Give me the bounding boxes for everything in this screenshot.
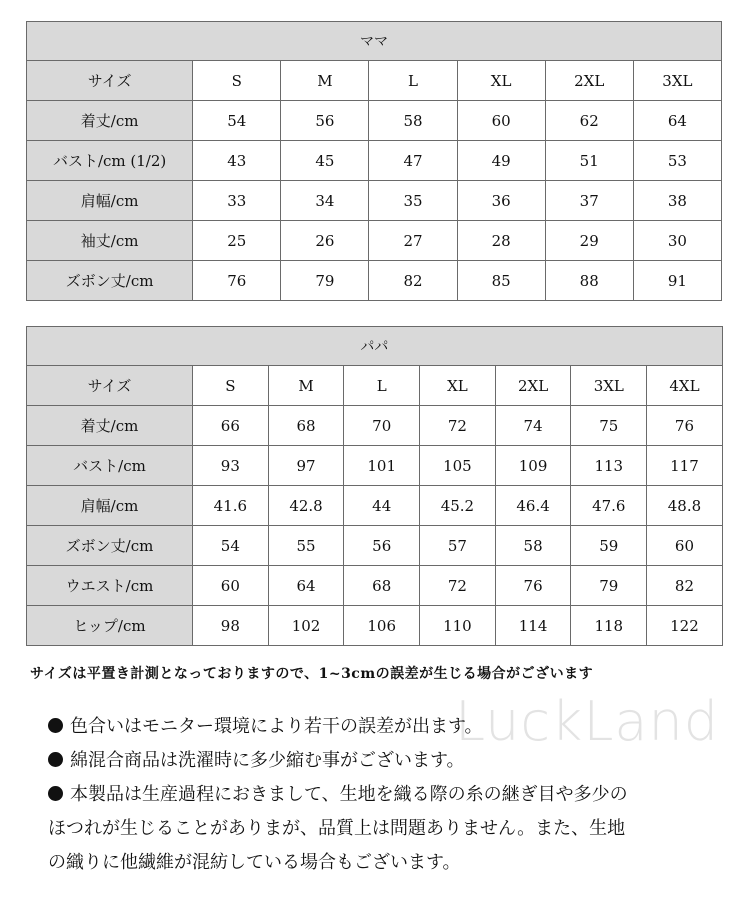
mama-header-size: サイズ: [27, 61, 193, 101]
notice-text: 綿混合商品は洗濯時に多少縮む事がございます。: [70, 750, 465, 771]
table-cell: 72: [420, 566, 496, 606]
table-cell: 30: [633, 221, 721, 261]
table-cell: 93: [193, 446, 269, 486]
table-cell: 118: [571, 606, 647, 646]
row-label: ウエスト/cm: [27, 566, 193, 606]
table-cell: 45: [281, 141, 369, 181]
papa-header-size: サイズ: [27, 366, 193, 406]
table-cell: 37: [545, 181, 633, 221]
table-row: [27, 526, 723, 566]
table-cell: 42.8: [268, 486, 344, 526]
table-cell: 57: [420, 526, 496, 566]
table-cell: 114: [495, 606, 571, 646]
mama-header-cell: 3XL: [633, 61, 721, 101]
table-cell: 101: [344, 446, 420, 486]
table-cell: 29: [545, 221, 633, 261]
table-cell: 79: [571, 566, 647, 606]
table-cell: 49: [457, 141, 545, 181]
table-cell: 56: [344, 526, 420, 566]
table-cell: 46.4: [495, 486, 571, 526]
table-cell: 53: [633, 141, 721, 181]
table-cell: 59: [571, 526, 647, 566]
table-cell: 45.2: [420, 486, 496, 526]
table-cell: 58: [369, 101, 457, 141]
table-cell: 60: [193, 566, 269, 606]
papa-header-cell: 2XL: [495, 366, 571, 406]
table-cell: 28: [457, 221, 545, 261]
row-label: ズボン丈/cm: [27, 261, 193, 301]
table-row: [27, 566, 723, 606]
table-cell: 76: [647, 406, 723, 446]
table-cell: 109: [495, 446, 571, 486]
mama-header-row: [27, 61, 722, 101]
table-row: [27, 486, 723, 526]
table-row: [27, 406, 723, 446]
row-label: 着丈/cm: [27, 101, 193, 141]
table-cell: 105: [420, 446, 496, 486]
table-cell: 27: [369, 221, 457, 261]
table-row: [27, 446, 723, 486]
table-cell: 54: [193, 101, 281, 141]
papa-header-cell: L: [344, 366, 420, 406]
table-cell: 56: [281, 101, 369, 141]
table-cell: 54: [193, 526, 269, 566]
table-cell: 91: [633, 261, 721, 301]
table-cell: 58: [495, 526, 571, 566]
row-label: バスト/cm: [27, 446, 193, 486]
papa-size-table: [26, 326, 723, 646]
papa-header-cell: M: [268, 366, 344, 406]
table-cell: 66: [193, 406, 269, 446]
table-cell: 60: [647, 526, 723, 566]
bullet-icon: [48, 752, 63, 767]
table-cell: 122: [647, 606, 723, 646]
table-cell: 74: [495, 406, 571, 446]
notice-continuation: ほつれが生じることがありまが、品質上は問題ありません。また、生地: [48, 818, 626, 839]
row-label: 肩幅/cm: [27, 181, 193, 221]
table-cell: 82: [369, 261, 457, 301]
table-cell: 34: [281, 181, 369, 221]
mama-header-cell: XL: [457, 61, 545, 101]
table-cell: 51: [545, 141, 633, 181]
row-label: 袖丈/cm: [27, 221, 193, 261]
table-row: [27, 261, 722, 301]
table-cell: 85: [457, 261, 545, 301]
table-cell: 79: [281, 261, 369, 301]
table-row: [27, 221, 722, 261]
table-cell: 47.6: [571, 486, 647, 526]
papa-header-row: [27, 366, 723, 406]
papa-header-cell: S: [193, 366, 269, 406]
table-cell: 64: [633, 101, 721, 141]
table-cell: 117: [647, 446, 723, 486]
mama-header-cell: M: [281, 61, 369, 101]
notice-item: [48, 710, 628, 744]
table-cell: 68: [344, 566, 420, 606]
mama-header-cell: S: [193, 61, 281, 101]
table-cell: 60: [457, 101, 545, 141]
table-row: [27, 141, 722, 181]
table-cell: 113: [571, 446, 647, 486]
table-cell: 36: [457, 181, 545, 221]
bullet-icon: [48, 718, 63, 733]
table-cell: 76: [495, 566, 571, 606]
table-cell: 48.8: [647, 486, 723, 526]
papa-header-cell: 4XL: [647, 366, 723, 406]
mama-size-table: [26, 21, 722, 301]
table-cell: 55: [268, 526, 344, 566]
table-cell: 72: [420, 406, 496, 446]
row-label: 肩幅/cm: [27, 486, 193, 526]
mama-header-cell: 2XL: [545, 61, 633, 101]
table-cell: 33: [193, 181, 281, 221]
table-cell: 75: [571, 406, 647, 446]
notice-continuation: の織りに他繊維が混紡している場合もございます。: [48, 852, 461, 873]
table-cell: 97: [268, 446, 344, 486]
bullet-icon: [48, 786, 63, 801]
table-cell: 43: [193, 141, 281, 181]
row-label: 着丈/cm: [27, 406, 193, 446]
notice-item: [48, 744, 628, 778]
table-cell: 106: [344, 606, 420, 646]
table-cell: 25: [193, 221, 281, 261]
row-label: バスト/cm (1/2): [27, 141, 193, 181]
table-cell: 47: [369, 141, 457, 181]
table-cell: 70: [344, 406, 420, 446]
measurement-note: サイズは平置き計測となっておりますので、1~3cmの誤差が生じる場合がございます: [30, 666, 594, 682]
table-cell: 35: [369, 181, 457, 221]
table-cell: 44: [344, 486, 420, 526]
table-row: [27, 606, 723, 646]
table-row: [27, 181, 722, 221]
notice-text: 色合いはモニター環境により若干の誤差が出ます。: [70, 716, 483, 737]
mama-table-title: ママ: [27, 22, 722, 61]
table-cell: 41.6: [193, 486, 269, 526]
mama-header-cell: L: [369, 61, 457, 101]
table-row: [27, 101, 722, 141]
table-cell: 68: [268, 406, 344, 446]
notice-text: 本製品は生産過程におきまして、生地を織る際の糸の継ぎ目や多少の: [70, 784, 628, 805]
table-cell: 76: [193, 261, 281, 301]
watermark: LuckLand: [455, 690, 719, 753]
papa-header-cell: 3XL: [571, 366, 647, 406]
table-cell: 98: [193, 606, 269, 646]
table-cell: 110: [420, 606, 496, 646]
row-label: ズボン丈/cm: [27, 526, 193, 566]
table-cell: 26: [281, 221, 369, 261]
table-cell: 64: [268, 566, 344, 606]
table-cell: 62: [545, 101, 633, 141]
papa-table-title: パパ: [27, 327, 723, 366]
table-cell: 82: [647, 566, 723, 606]
notice-item: [48, 778, 628, 812]
papa-header-cell: XL: [420, 366, 496, 406]
row-label: ヒップ/cm: [27, 606, 193, 646]
notice-list: [48, 710, 628, 880]
table-cell: 38: [633, 181, 721, 221]
table-cell: 102: [268, 606, 344, 646]
table-cell: 88: [545, 261, 633, 301]
